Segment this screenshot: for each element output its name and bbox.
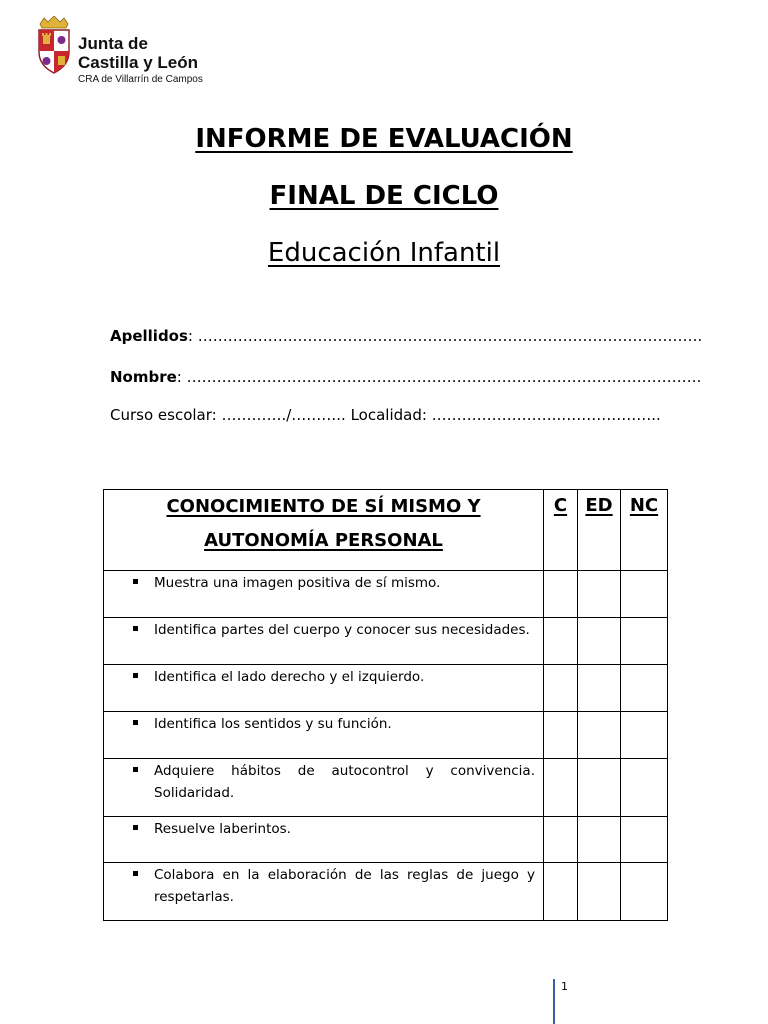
check-cell-c[interactable]	[544, 759, 578, 817]
check-cell-ed[interactable]	[578, 817, 621, 863]
check-cell-c[interactable]	[544, 817, 578, 863]
nombre-field[interactable]	[110, 368, 701, 386]
apellidos-dots: : ……………….……………………………………………………………………….	[187, 327, 703, 345]
table-row	[104, 571, 668, 618]
bullet-icon	[133, 825, 138, 830]
criterion-text: Resuelve laberintos.	[154, 821, 291, 837]
column-c: C	[544, 490, 578, 571]
check-cell-ed[interactable]	[578, 571, 621, 618]
report-title: INFORME DE EVALUACIÓN	[195, 124, 573, 154]
criterion-text: Identifica el lado derecho y el izquierdo.	[154, 669, 425, 685]
check-cell-c[interactable]	[544, 665, 578, 712]
page-number: 1	[561, 980, 568, 993]
column-ed: ED	[578, 490, 621, 571]
check-cell-ed[interactable]	[578, 665, 621, 712]
check-cell-nc[interactable]	[621, 759, 668, 817]
apellidos-field[interactable]	[110, 327, 702, 345]
criterion-text: Identifica partes del cuerpo y conocer sus necesidades.	[154, 622, 530, 638]
check-cell-ed[interactable]	[578, 712, 621, 759]
check-cell-nc[interactable]	[621, 618, 668, 665]
check-cell-nc[interactable]	[621, 863, 668, 921]
apellidos-label: Apellidos	[110, 327, 188, 345]
bullet-icon	[133, 579, 138, 584]
bullet-icon	[133, 720, 138, 725]
check-cell-nc[interactable]	[621, 571, 668, 618]
check-cell-ed[interactable]	[578, 618, 621, 665]
coat-of-arms-icon	[36, 16, 72, 74]
table-row	[104, 817, 668, 863]
check-cell-nc[interactable]	[621, 712, 668, 759]
criterion-text: Identifica los sentidos y su función.	[154, 716, 392, 732]
criterion-text: Muestra una imagen positiva de sí mismo.	[154, 575, 441, 591]
report-subtitle: FINAL DE CICLO	[269, 181, 499, 211]
org-name-line2: Castilla y León	[78, 53, 198, 72]
check-cell-c[interactable]	[544, 712, 578, 759]
check-cell-c[interactable]	[544, 863, 578, 921]
check-cell-ed[interactable]	[578, 759, 621, 817]
table-row	[104, 665, 668, 712]
criterion-text: Colabora en la elaboración de las reglas de juego y respetarlas.	[154, 867, 535, 905]
bullet-icon	[133, 767, 138, 772]
column-nc: NC	[621, 490, 668, 571]
bullet-icon	[133, 673, 138, 678]
curso-localidad-field[interactable]: Curso escolar: …………./……….. Localidad: ……………………..………………..	[110, 406, 661, 424]
junta-castilla-leon-logo	[36, 14, 236, 94]
nombre-label: Nombre	[110, 368, 177, 386]
table-row	[104, 712, 668, 759]
table-row	[104, 618, 668, 665]
school-name: CRA de Villarrín de Campos	[78, 74, 203, 85]
check-cell-nc[interactable]	[621, 665, 668, 712]
bullet-icon	[133, 871, 138, 876]
check-cell-ed[interactable]	[578, 863, 621, 921]
check-cell-c[interactable]	[544, 618, 578, 665]
report-stage: Educación Infantil	[267, 238, 501, 268]
table-row	[104, 759, 668, 817]
check-cell-nc[interactable]	[621, 817, 668, 863]
nombre-dots: : ………………………………………………………………………………………….	[176, 368, 702, 386]
check-cell-c[interactable]	[544, 571, 578, 618]
table-row	[104, 863, 668, 921]
bullet-icon	[133, 626, 138, 631]
table-header-row	[104, 490, 668, 571]
page-number-bar	[553, 979, 555, 1024]
org-name-line1: Junta de	[78, 34, 148, 53]
section-heading: CONOCIMIENTO DE SÍ MISMO Y AUTONOMÍA PERSONAL	[104, 490, 544, 571]
criterion-text: Adquiere hábitos de autocontrol y convivencia. Solidaridad.	[154, 763, 535, 801]
evaluation-table	[103, 489, 668, 921]
